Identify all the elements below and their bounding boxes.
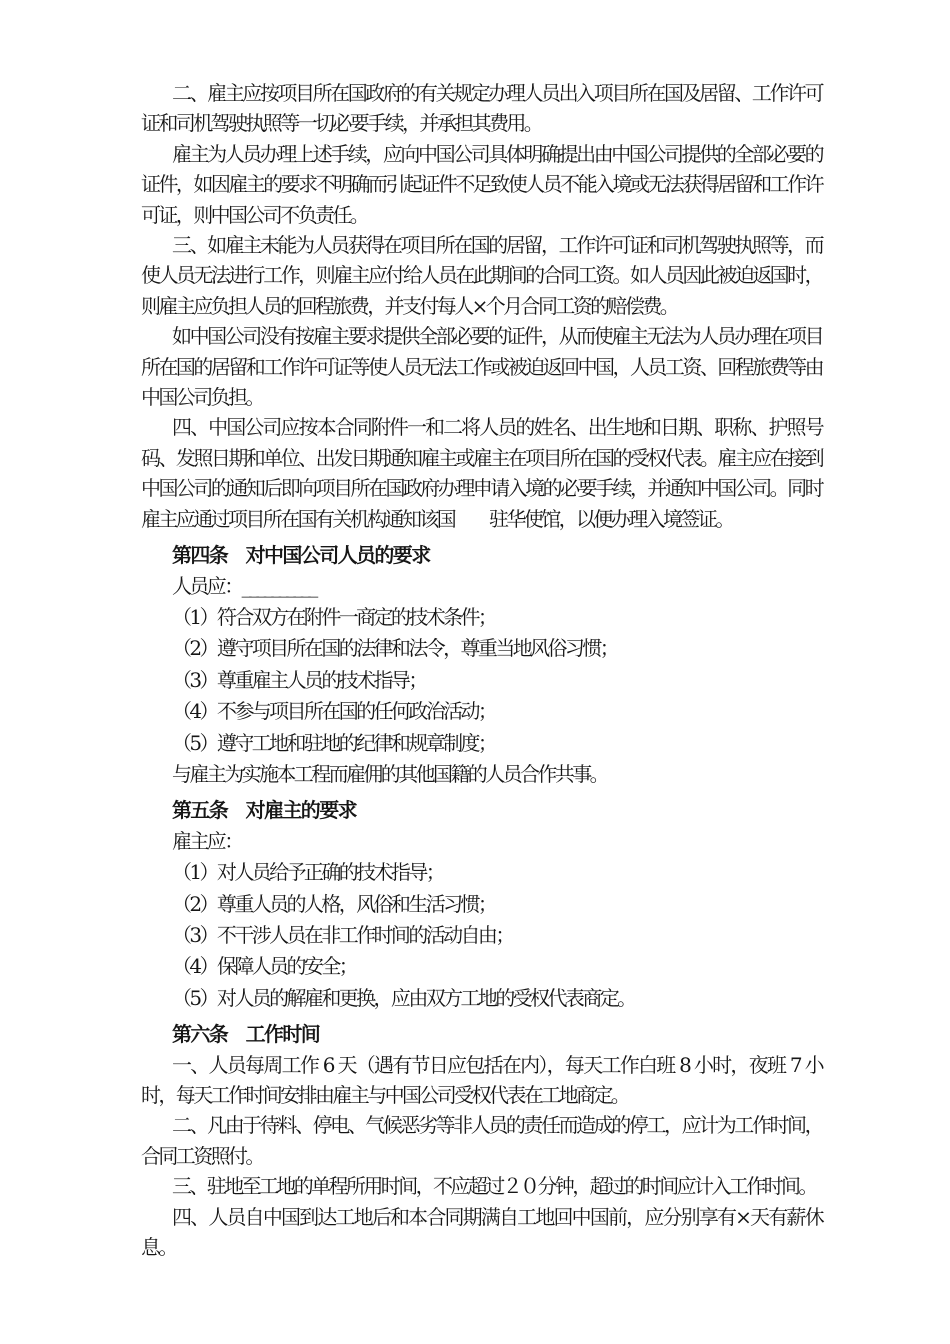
paragraph: 三、如雇主未能为人员获得在项目所在国的居留，工作许可证和司机驾驶执照等，而使人员无法进行工作，则雇主应付给人员在此期间的合同工资。如人员因此被迫返国时，则雇主应负担人员的回程旅费，并支付每人×个月合同工资的赔偿费。 bbox=[141, 233, 822, 318]
document-page bbox=[141, 78, 822, 1262]
paragraph: 与雇主为实施本工程而雇佣的其他国籍的人员合作共事。 bbox=[172, 761, 607, 786]
paragraph: 雇主应： bbox=[172, 828, 242, 853]
paragraph: 二、雇主应按项目所在国政府的有关规定办理人员出入项目所在国及居留、工作许可证和司机驾驶执照等一切必要手续，并承担其费用。 bbox=[141, 81, 822, 136]
list-item: （1）对人员给予正确的技术指导； bbox=[172, 860, 444, 885]
list-item: （4）不参与项目所在国的任何政治活动； bbox=[172, 699, 496, 724]
paragraph: 四、中国公司应按本合同附件一和二将人员的姓名、出生地和日期、职称、护照号码、发照日期和单位、出发日期通知雇主或雇主在项目所在国的受权代表。雇主应在接到中国公司的通知后即向项目所在国政府办理申请入境的必要手续，并通知中国公司。同时雇主应通过项目所在国有关机构通知该国 驻华使馆，以便办理入境签证。 bbox=[141, 415, 822, 531]
list-item: （4）保障人员的安全； bbox=[172, 954, 357, 979]
paragraph: 二、凡由于待料、停电、气候恶劣等非人员的责任而造成的停工，应计为工作时间，合同工资照付。 bbox=[141, 1113, 822, 1168]
paragraph: 人员应：__________ bbox=[172, 573, 316, 598]
paragraph: 雇主为人员办理上述手续，应向中国公司具体明确提出由中国公司提供的全部必要的证件，如因雇主的要求不明确而引起证件不足致使人员不能入境或无法获得居留和工作许可证，则中国公司不负责任。 bbox=[141, 141, 822, 227]
section-heading: 第五条 对雇主的要求 bbox=[172, 798, 356, 823]
section-heading: 第四条 对中国公司人员的要求 bbox=[172, 543, 430, 568]
section-heading: 第六条 工作时间 bbox=[172, 1022, 320, 1047]
list-item: （2）尊重人员的人格，风俗和生活习惯； bbox=[172, 891, 496, 916]
list-item: （5）对人员的解雇和更换，应由双方工地的受权代表商定。 bbox=[172, 985, 635, 1010]
paragraph: 如中国公司没有按雇主要求提供全部必要的证件，从而使雇主无法为人员办理在项目所在国的居留和工作许可证等使人员无法工作或被迫返回中国，人员工资、回程旅费等由中国公司负担。 bbox=[141, 324, 822, 410]
list-item: （1）符合双方在附件一商定的技术条件； bbox=[172, 604, 496, 629]
list-item: （2）遵守项目所在国的法律和法令，尊重当地风俗习惯； bbox=[172, 636, 618, 661]
list-item: （5）遵守工地和驻地的纪律和规章制度； bbox=[172, 730, 496, 755]
list-item: （3）尊重雇主人员的技术指导； bbox=[172, 667, 426, 692]
list-item: （3）不干涉人员在非工作时间的活动自由； bbox=[172, 922, 513, 947]
paragraph: 四、人员自中国到达工地后和本合同期满自工地回中国前，应分别享有×天有薪休息。 bbox=[141, 1204, 822, 1260]
paragraph: 一、人员每周工作 6 天（遇有节日应包括在内），每天工作白班 8 小时，夜班 7 小时，每天工作时间安排由雇主与中国公司受权代表在工地商定。 bbox=[141, 1052, 822, 1107]
paragraph: 三、驻地至工地的单程所用时间，不应超过２０分钟，超过的时间应计入工作时间。 bbox=[172, 1174, 816, 1199]
